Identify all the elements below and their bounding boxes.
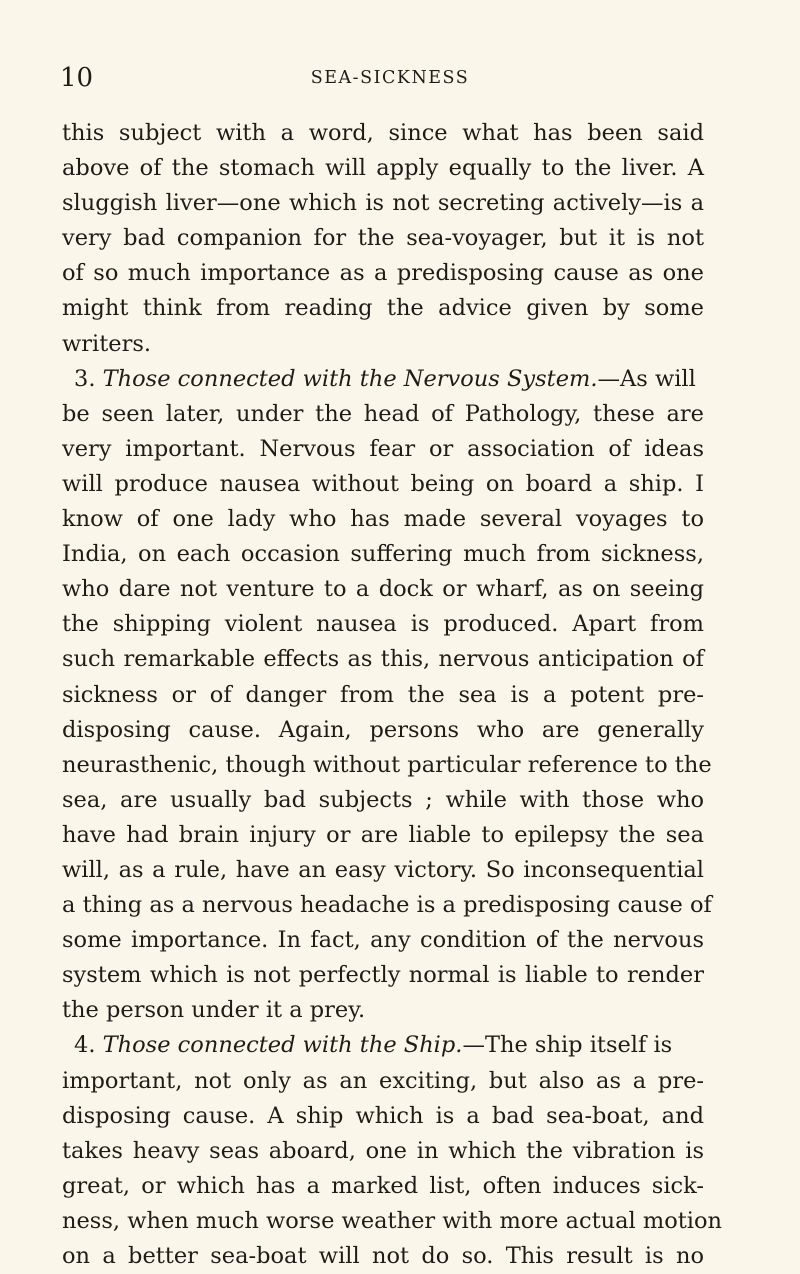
text-line: disposing cause. Again, persons who are generally (62, 716, 704, 743)
text-line: sea, are usually bad subjects ; while with those who (62, 786, 704, 813)
text-line: ness, when much worse weather with more actual motion (62, 1207, 723, 1234)
text-line: neurasthenic, though without particular reference to the (62, 751, 712, 778)
paragraph-continuation (62, 116, 704, 362)
body-text (62, 116, 723, 1274)
text-line: system which is not perfectly normal is liable to render (62, 962, 704, 989)
paragraph-number: 3. (74, 365, 96, 392)
text-line: very important. Nervous fear or association of ideas (62, 435, 704, 462)
paragraph-ship (62, 1028, 723, 1274)
text-line: India, on each occasion suffering much from sickness, (62, 541, 704, 568)
text-line: might think from reading the advice given by some (62, 295, 704, 322)
running-head: SEA-SICKNESS (310, 68, 470, 88)
text-line: on a better sea-boat will not do so. This result is no (62, 1243, 704, 1269)
page-number: 10 (60, 63, 94, 93)
text-line: a thing as a nervous headache is a predisposing cause of (62, 892, 712, 919)
section-heading: Those connected with the Ship. (102, 1032, 463, 1059)
page-header (60, 60, 700, 96)
text-line: important, not only as an exciting, but also as a pre- (62, 1067, 704, 1094)
text-line: who dare not venture to a dock or wharf, as on seeing (62, 576, 704, 603)
text-line: takes heavy seas aboard, one in which the vibration is (62, 1137, 704, 1164)
text-line: sluggish liver—one which is not secreting actively—is a (62, 190, 704, 217)
text-line: above of the stomach will apply equally to the liver. A (62, 155, 704, 182)
paragraph-lead-line (62, 1028, 704, 1063)
text-line: the person under it a prey. (62, 997, 366, 1024)
text-line: great, or which has a marked list, often induces sick- (62, 1172, 704, 1199)
text-line: sickness or of danger from the sea is a potent pre- (62, 681, 704, 708)
text-line: will produce nausea without being on board a ship. I (62, 470, 704, 497)
text-line: some importance. In fact, any condition of the nervous (62, 927, 704, 954)
lead-text: —As will (597, 365, 696, 392)
text-line: this subject with a word, since what has been said (62, 120, 704, 146)
text-line: such remarkable effects as this, nervous anticipation of (62, 646, 704, 673)
text-line: have had brain injury or are liable to epilepsy the sea (62, 821, 704, 848)
text-line: be seen later, under the head of Pathology, these are (62, 400, 704, 427)
text-line: very bad companion for the sea-voyager, but it is not (62, 225, 704, 252)
paragraph-nervous-system (62, 362, 712, 1029)
section-heading: Those connected with the Nervous System. (102, 365, 598, 392)
text-line: know of one lady who has made several voyages to (62, 506, 704, 533)
lead-text: —The ship itself is (462, 1032, 673, 1059)
text-line: writers. (62, 330, 152, 357)
paragraph-lead-line (62, 362, 704, 397)
text-line: disposing cause. A ship which is a bad sea-boat, and (62, 1102, 704, 1129)
text-line: the shipping violent nausea is produced. Apart from (62, 611, 704, 638)
text-line: of so much importance as a predisposing cause as one (62, 260, 704, 287)
paragraph-number: 4. (74, 1032, 96, 1059)
text-line: will, as a rule, have an easy victory. So inconsequential (62, 856, 704, 883)
